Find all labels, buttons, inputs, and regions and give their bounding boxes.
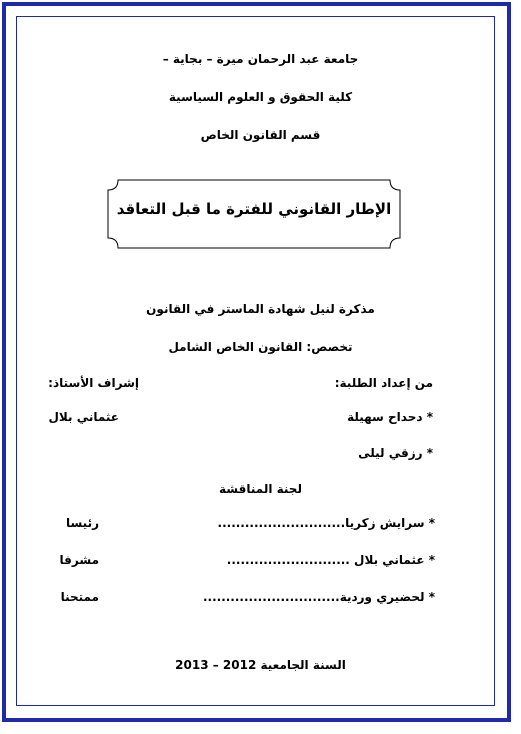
thesis-title: الإطار القانوني للفترة ما قبل التعاقد <box>116 200 392 218</box>
academic-year: السنة الجامعية 2012 – 2013 <box>175 658 346 672</box>
students-label: من إعداد الطلبة: <box>334 376 433 390</box>
committee-member: * لحضيري وردية.............................. <box>202 590 435 604</box>
committee-role: مشرفا <box>59 553 99 567</box>
degree-line: مذكرة لنيل شهادة الماستر في القانون <box>146 302 375 316</box>
university-name: جامعة عبد الرحمان ميرة – بجاية – <box>162 52 359 66</box>
title-frame <box>106 178 402 250</box>
committee-title: لجنة المناقشة <box>219 482 302 496</box>
department-name: قسم القانون الخاص <box>200 128 321 142</box>
supervisor-name: عثماني بلال <box>48 410 119 424</box>
committee-member: * سرايش زكريا............................ <box>217 516 435 530</box>
outer-border <box>2 2 511 722</box>
student-name: * دحداح سهيلة <box>347 410 433 424</box>
specialty-line: تخصص: القانون الخاص الشامل <box>168 340 353 354</box>
supervisor-label: إشراف الأستاذ: <box>48 376 139 390</box>
faculty-name: كلية الحقوق و العلوم السياسية <box>168 90 353 104</box>
committee-role: رئيسا <box>65 516 99 530</box>
committee-role: ممتحنا <box>60 590 99 604</box>
student-name: * رزقي ليلى <box>358 446 433 460</box>
committee-member: * عثماني بلال ........................... <box>226 553 435 567</box>
